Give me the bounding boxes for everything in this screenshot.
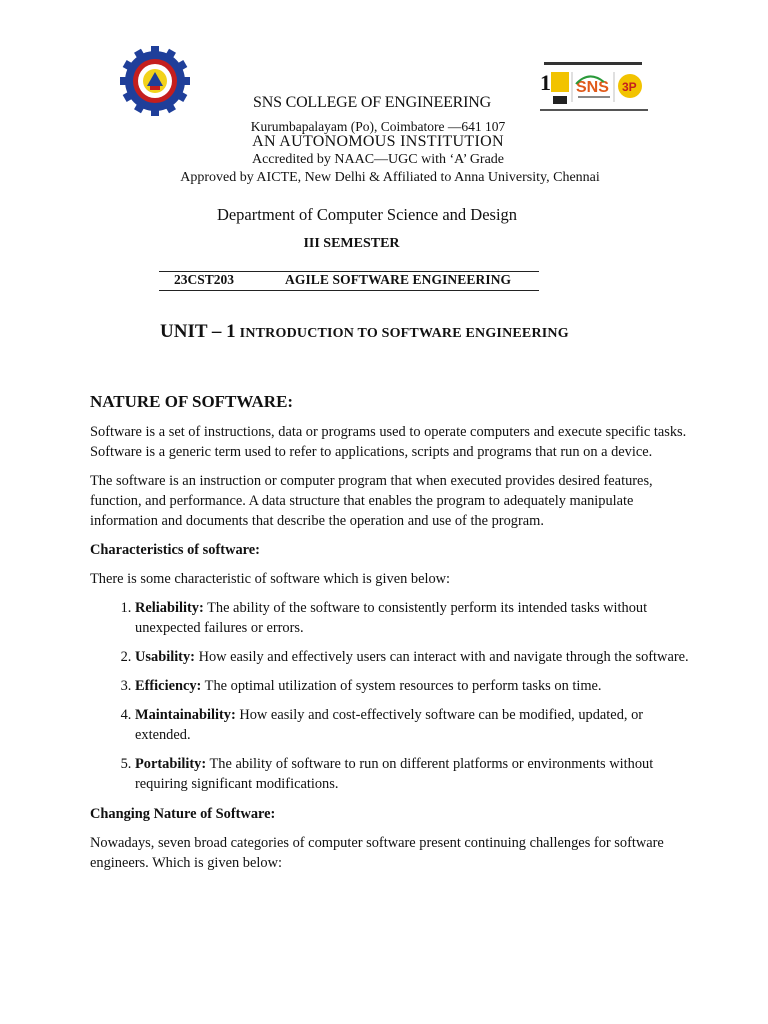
autonomous-status: AN AUTONOMOUS INSTITUTION xyxy=(252,133,504,150)
svg-text:3P: 3P xyxy=(622,80,637,94)
list-item-term: Maintainability: xyxy=(135,707,236,723)
list-item-desc: The ability of software to run on different platforms or environments without requiring significant modifications. xyxy=(135,756,654,792)
department-name: Department of Computer Science and Design xyxy=(216,205,518,224)
course-rule-bottom xyxy=(159,290,539,291)
unit-topic: INTRODUCTION TO SOFTWARE ENGINEERING xyxy=(239,326,569,341)
list-item-term: Efficiency: xyxy=(135,678,202,694)
svg-text:SNS: SNS xyxy=(576,79,609,96)
characteristics-list xyxy=(90,598,690,794)
list-item-term: Usability: xyxy=(135,649,195,665)
list-item xyxy=(135,754,690,794)
list-item xyxy=(135,676,690,696)
list-item xyxy=(135,705,690,745)
unit-number: UNIT – 1 xyxy=(160,321,236,342)
list-item-desc: How easily and cost-effectively software can be modified, updated, or extended. xyxy=(135,707,644,743)
college-name: SNS COLLEGE OF ENGINEERING xyxy=(253,94,491,111)
list-item xyxy=(135,647,690,667)
list-item xyxy=(135,598,690,638)
course-code: 23CST203 xyxy=(174,272,235,287)
course-name: AGILE SOFTWARE ENGINEERING xyxy=(285,272,512,287)
list-item-desc: The ability of the software to consistently perform its intended tasks without unexpected failures or errors. xyxy=(135,600,648,636)
college-address: Kurumbapalayam (Po), Coimbatore —641 107 xyxy=(250,119,506,134)
list-item-term: Portability: xyxy=(135,756,207,772)
characteristics-intro: There is some characteristic of software which is given below: xyxy=(90,571,451,587)
list-item-desc: The optimal utilization of system resources to perform tasks on time. xyxy=(201,678,602,694)
accreditation-line: Accredited by NAAC—UGC with ‘A’ Grade xyxy=(251,152,505,167)
changing-nature-paragraph: Nowadays, seven broad categories of computer software present continuing challenges for software engineers. Which is given below: xyxy=(90,835,664,871)
svg-text:1: 1 xyxy=(540,70,551,95)
list-item-term: Reliability: xyxy=(135,600,204,616)
list-item-desc: How easily and effectively users can interact with and navigate through the software. xyxy=(194,649,689,665)
definition-paragraph: The software is an instruction or computer program that when executed provides desired features, function, and performance. A data structure that enables the program to adequately manipulate information and documents that describe the operation and use of the program. xyxy=(90,473,653,529)
section-heading: NATURE OF SOFTWARE: xyxy=(90,392,294,411)
intro-paragraph: Software is a set of instructions, data or programs used to operate computers and execute specific tasks. Software is a generic term used to refer to applications, scripts and programs that run on a device. xyxy=(90,424,687,460)
changing-nature-heading: Changing Nature of Software: xyxy=(90,806,276,822)
approval-line: Approved by AICTE, New Delhi & Affiliated to Anna University, Chennai xyxy=(180,170,600,185)
document-body xyxy=(90,391,690,882)
semester-label: III SEMESTER xyxy=(303,236,400,251)
characteristics-heading: Characteristics of software: xyxy=(90,542,260,558)
unit-title xyxy=(160,321,569,343)
